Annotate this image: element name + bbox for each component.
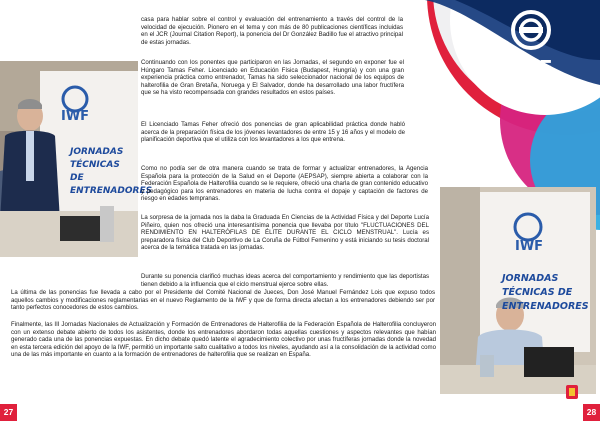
article-paragraph-8: Finalmente, las III Jornadas Nacionales de Actualización y Formación de Entrenadores de Halterofilia de la Federación Española de Halterofilia concluyeron con un extenso debate abierto de todos los asistentes, donde los entrenadores abordaron todas aquellas cuestiones y aspectos relevantes que habían generado cada una de las ponencias expuestas. En dicho debate quedó latente el agradecimiento colectivo por unas fructíferas jornadas donde la novedad en esta tercera edición del apoyo de la IWF, permitió un importante salto cualitativo a todos los niveles, ayudando así a la consolidación de la actividad como una de las más importante en cuanto a la formación de entrenadores de halterofilia que se realizan en España. bbox=[11, 321, 436, 359]
photo-right-logo-text: IWF bbox=[515, 239, 544, 254]
article-paragraph-3: El Licenciado Tamas Feher ofreció dos ponencias de gran aplicabilidad práctica donde habló acerca de la preparación física de los jóvenes levantadores de entre 15 y 16 años y el modelo de planificación deportiva que el utiliza con los levantadores a los que entrena. bbox=[141, 121, 405, 144]
article-paragraph-1: casa para hablar sobre el control y evaluación del entrenamiento a través del control de la velocidad de ejecución. Pionero en el tema y con más de 80 publicaciones científicas incluidas en el JCR (Journal Citation Report), la ponencia del Dr González Badillo fue el atractivo principal de estas jornadas. bbox=[141, 16, 403, 46]
article-paragraph-4: Como no podía ser de otra manera cuando se trata de formar y actualizar entrenadores, la Agencia Española para la protección de la Salud en el Deporte (AEPSAP), siempre abierta a colaborar con la Federación Española de Halterofilia cuando se le requiere, ofreció una charla de gran contenido educativo y pedagógico para los entrenadores en materia de lucha contra el dopaje y captación de factores de riesgo en edades tempranas. bbox=[141, 165, 428, 203]
photo-speaker-right bbox=[440, 187, 596, 394]
page-number-right: 28 bbox=[583, 404, 600, 421]
article-paragraph-6: Durante su ponencia clarificó muchas ideas acerca del comportamiento y rendimiento que las deportistas tienen debido a la influencia que el ciclo menstrual ejerce sobre ellas. bbox=[141, 273, 429, 288]
page-number-left: 27 bbox=[0, 404, 17, 421]
iwf-rings-icon bbox=[500, 8, 562, 52]
federation-emblem-icon bbox=[565, 384, 579, 400]
iwf-logo-text: IWF bbox=[509, 56, 553, 80]
article-paragraph-5: La sorpresa de la jornada nos la daba la Graduada En Ciencias de la Actividad Física y del Deporte Lucía Piñeiro, quien nos ofreció una interesantísima ponencia que llevaba por título "FLUCTUACIONES DEL RENDIMIENTO EN HALTERÓFILAS DE ÉLITE DURANTE EL CICLO MENSTRUAL". Lucía es preparadora física del Club Deportivo de La Coruña de Fútbol Femenino y está iniciando su tesis doctoral acerca de la temática tratada en las jornadas. bbox=[141, 214, 429, 252]
photo-left-banner-text: JORNADAS TÉCNICAS DE ENTRENADORES bbox=[70, 147, 153, 196]
iwf-logo bbox=[500, 8, 562, 78]
photo-right-banner-text: JORNADAS TÉCNICAS DE ENTRENADORES bbox=[502, 273, 589, 312]
photo-left-logo-text: IWF bbox=[61, 109, 90, 124]
photo-speaker-left bbox=[0, 61, 153, 257]
article-paragraph-7: La última de las ponencias fue llevada a cabo por el Presidente del Comité Nacional de Jueces, Don José Manuel Fernández Lois que expuso todos aquellos cambios y modificaciones reglamentarias en el nuevo Reglamento de la IWF y que de forma directa afectan a los entrenadores debiendo ser por tanto perfectos conocedores de estos cambios. bbox=[11, 289, 435, 312]
article-paragraph-2: Continuando con los ponentes que participaron en las Jornadas, el segundo en exponer fue el Húngaro Tamas Feher. Licenciado en Educación Física (Budapest, Hungría) y con una gran experiencia práctica como entrenador, Tamas ha sido seleccionador nacional de los equipos de halterofilia de Gran Bretaña, Noruega y El Salvador, donde ha desarrollado una labor fructífera que se ha visto recompensada con grandes resultados en estos países. bbox=[141, 59, 404, 97]
iwf-brand-graphic bbox=[395, 0, 600, 150]
